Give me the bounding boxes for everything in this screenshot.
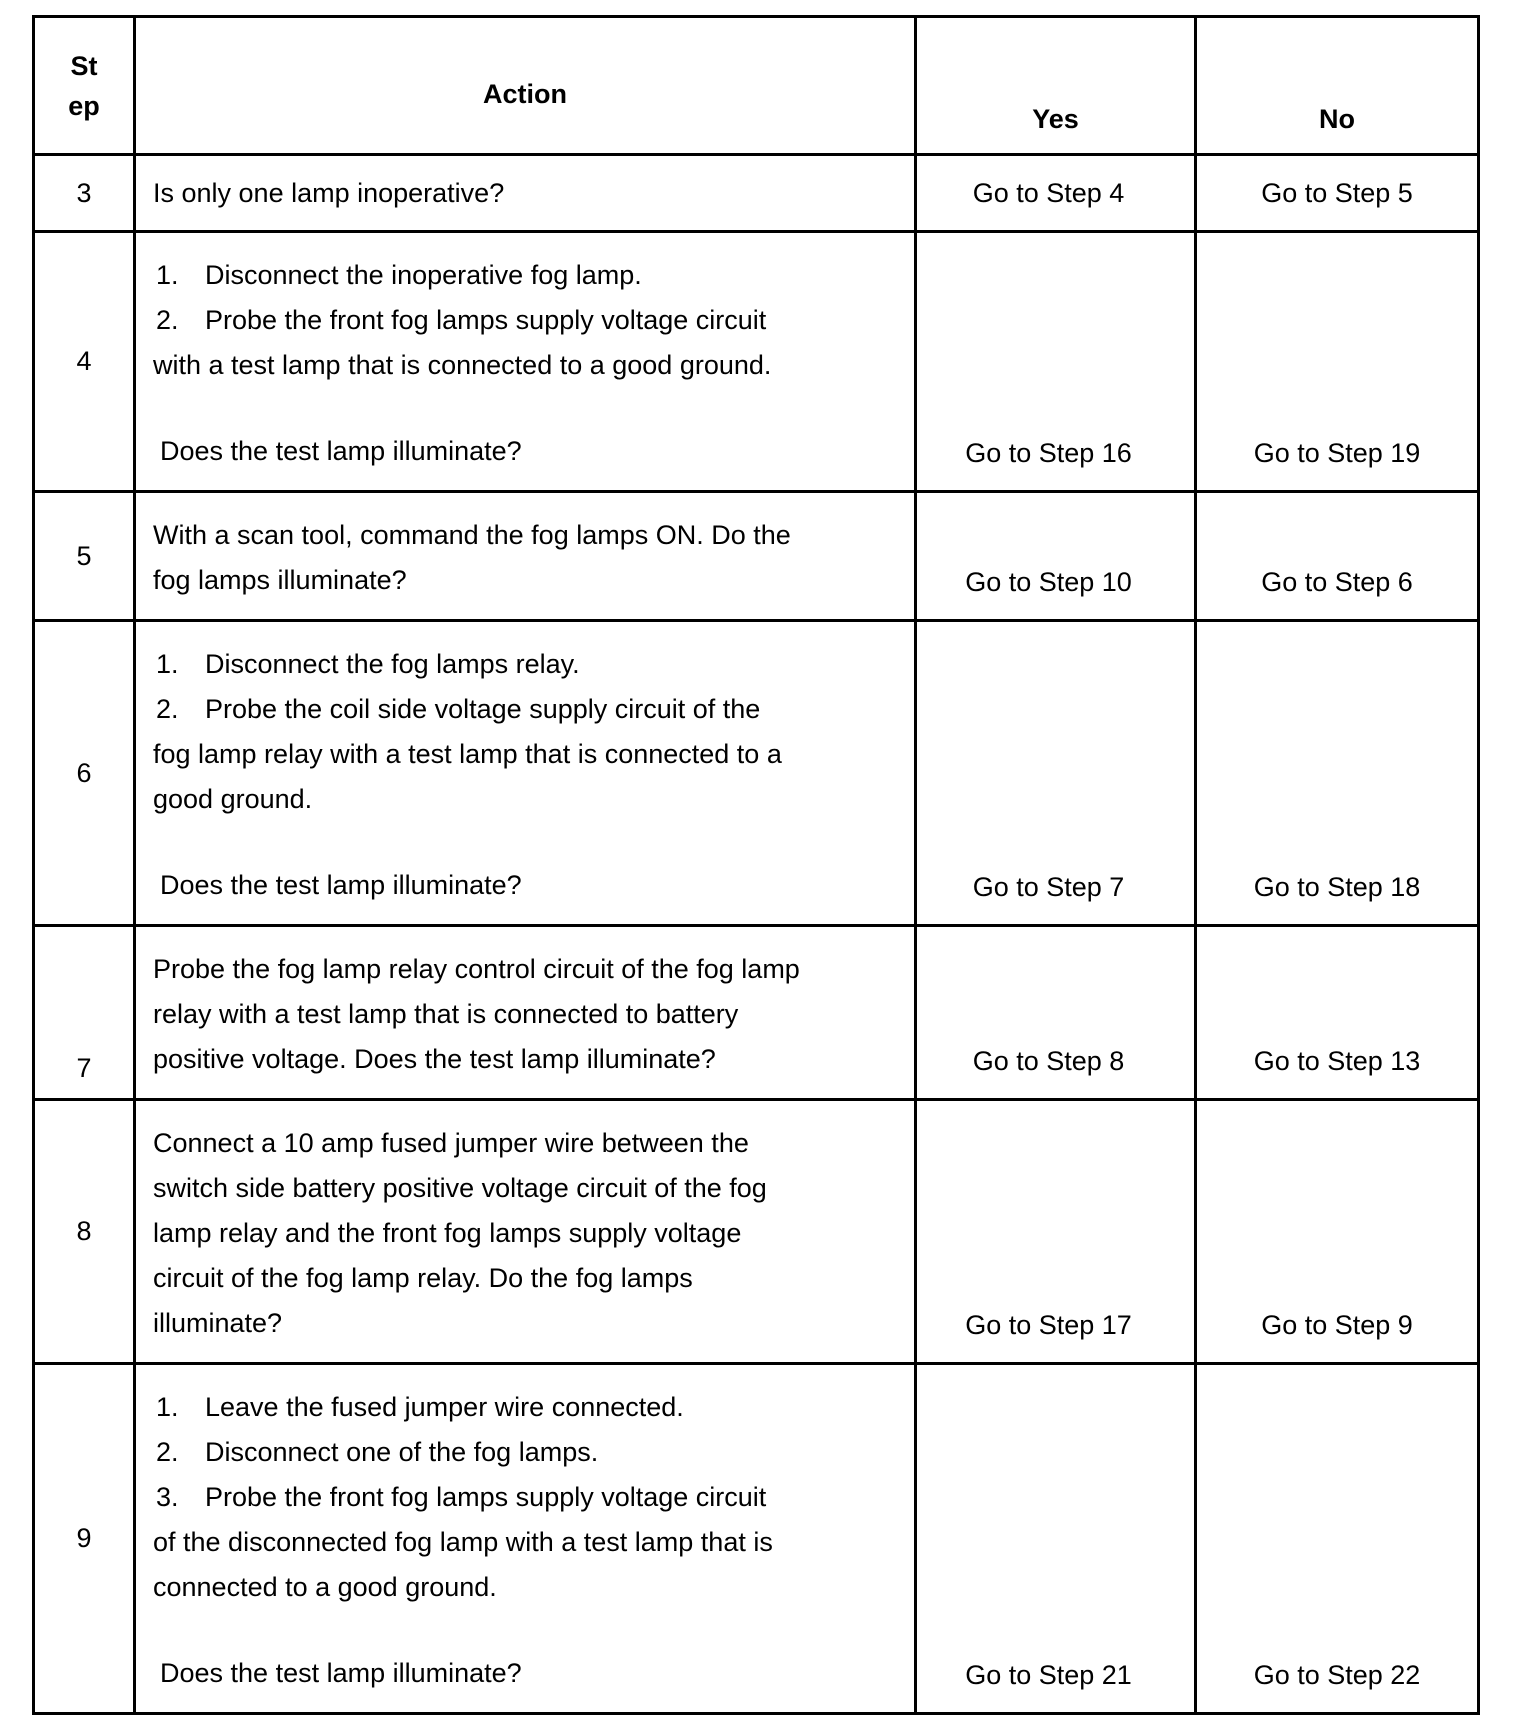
header-row — [34, 17, 1479, 155]
header-yes: Yes — [916, 17, 1196, 155]
action-text: good ground. — [153, 784, 313, 814]
no-cell: Go to Step 6 — [1196, 492, 1479, 621]
yes-cell: Go to Step 21 — [916, 1364, 1196, 1714]
diagnostic-table — [32, 15, 1480, 1715]
table-row — [34, 492, 1479, 621]
list-number: 2. — [156, 1437, 179, 1467]
action-question: Does the test lamp illuminate? — [160, 870, 522, 900]
spacer — [153, 822, 904, 863]
action-list-item — [153, 1385, 904, 1430]
action-text: Is only one lamp inoperative? — [153, 177, 505, 208]
action-text: Probe the fog lamp relay control circuit of the fog lamp — [153, 954, 800, 984]
list-number: 1. — [156, 1392, 179, 1422]
yes-cell: Go to Step 17 — [916, 1100, 1196, 1364]
step-number: 4 — [34, 232, 135, 492]
step-number: 3 — [34, 155, 135, 232]
action-list-item — [153, 1430, 904, 1475]
yes-cell: Go to Step 10 — [916, 492, 1196, 621]
action-cell — [135, 926, 916, 1100]
action-cell — [135, 1100, 916, 1364]
header-step-line2: ep — [68, 90, 100, 121]
no-cell: Go to Step 9 — [1196, 1100, 1479, 1364]
table-row — [34, 1364, 1479, 1714]
action-cell — [135, 232, 916, 492]
header-step — [34, 17, 135, 155]
action-text: Connect a 10 amp fused jumper wire between the — [153, 1128, 749, 1158]
action-text: fog lamp relay with a test lamp that is connected to a — [153, 739, 782, 769]
spacer — [153, 1610, 904, 1651]
step-number: 8 — [34, 1100, 135, 1364]
action-cell — [135, 492, 916, 621]
step-number: 9 — [34, 1364, 135, 1714]
yes-cell: Go to Step 8 — [916, 926, 1196, 1100]
list-number: 1. — [156, 260, 179, 290]
yes-cell: Go to Step 16 — [916, 232, 1196, 492]
no-cell: Go to Step 19 — [1196, 232, 1479, 492]
table-row — [34, 621, 1479, 926]
action-text: illuminate? — [153, 1308, 283, 1338]
action-list-item — [153, 1475, 904, 1520]
list-number: 3. — [156, 1482, 179, 1512]
list-text: Probe the front fog lamps supply voltage circuit — [205, 305, 767, 335]
list-text: Probe the coil side voltage supply circuit of the — [205, 694, 761, 724]
list-text: Disconnect the inoperative fog lamp. — [205, 260, 642, 290]
action-question: Does the test lamp illuminate? — [160, 436, 522, 466]
action-cell — [135, 621, 916, 926]
header-action: Action — [135, 17, 916, 155]
action-text: with a test lamp that is connected to a good ground. — [153, 350, 772, 380]
action-list-item — [153, 687, 904, 732]
step-number: 6 — [34, 621, 135, 926]
action-text: fog lamps illuminate? — [153, 565, 407, 595]
header-step-line1: St — [70, 50, 98, 81]
action-text: switch side battery positive voltage circuit of the fog — [153, 1173, 767, 1203]
table-row — [34, 926, 1479, 1100]
table-row — [34, 1100, 1479, 1364]
step-number: 5 — [34, 492, 135, 621]
table-row — [34, 155, 1479, 232]
no-cell: Go to Step 13 — [1196, 926, 1479, 1100]
list-text: Leave the fused jumper wire connected. — [205, 1392, 684, 1422]
action-cell — [135, 1364, 916, 1714]
no-cell: Go to Step 5 — [1196, 155, 1479, 232]
action-question: Does the test lamp illuminate? — [160, 1658, 522, 1688]
spacer — [153, 388, 904, 429]
action-text: of the disconnected fog lamp with a test lamp that is — [153, 1527, 773, 1557]
action-list-item — [153, 253, 904, 298]
header-no: No — [1196, 17, 1479, 155]
action-list-item — [153, 298, 904, 343]
action-text: connected to a good ground. — [153, 1572, 497, 1602]
action-text: With a scan tool, command the fog lamps ON. Do the — [153, 520, 791, 550]
list-number: 1. — [156, 649, 179, 679]
list-number: 2. — [156, 694, 179, 724]
yes-cell: Go to Step 7 — [916, 621, 1196, 926]
action-list-item — [153, 642, 904, 687]
list-text: Disconnect one of the fog lamps. — [205, 1437, 599, 1467]
list-text: Disconnect the fog lamps relay. — [205, 649, 580, 679]
table-row — [34, 232, 1479, 492]
action-cell — [135, 155, 916, 232]
action-text: positive voltage. Does the test lamp illuminate? — [153, 1044, 716, 1074]
step-number: 7 — [34, 926, 135, 1100]
no-cell: Go to Step 22 — [1196, 1364, 1479, 1714]
action-text: lamp relay and the front fog lamps supply voltage — [153, 1218, 742, 1248]
action-text: relay with a test lamp that is connected to battery — [153, 999, 739, 1029]
list-text: Probe the front fog lamps supply voltage circuit — [205, 1482, 767, 1512]
no-cell: Go to Step 18 — [1196, 621, 1479, 926]
yes-cell: Go to Step 4 — [916, 155, 1196, 232]
action-text: circuit of the fog lamp relay. Do the fog lamps — [153, 1263, 693, 1293]
list-number: 2. — [156, 305, 179, 335]
